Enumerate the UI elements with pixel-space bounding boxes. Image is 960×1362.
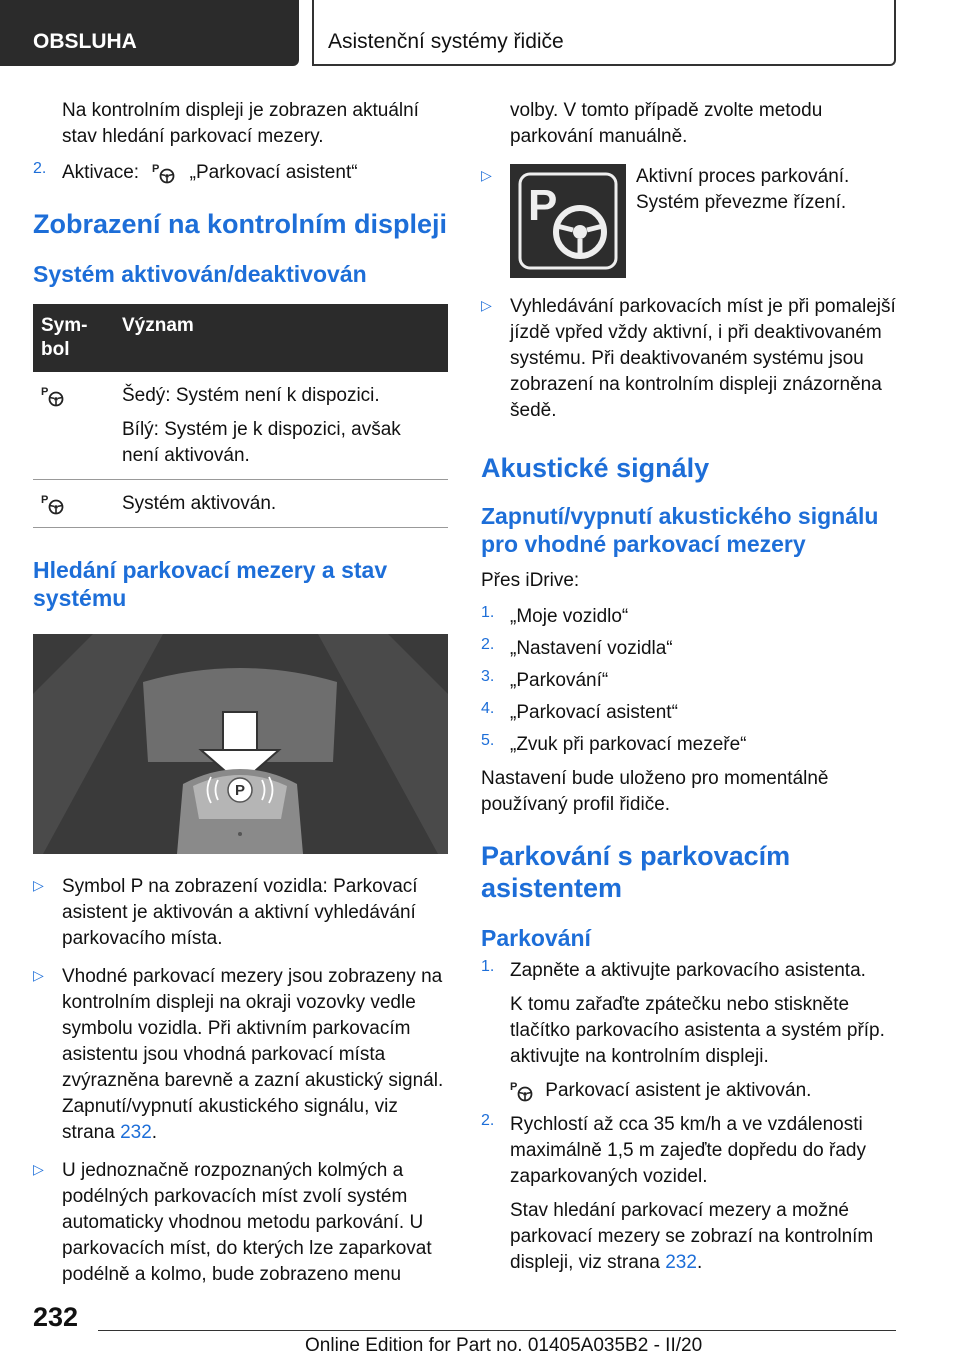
meaning-grey: Šedý: Systém není k dispozici. (122, 385, 380, 406)
saved-profile-text: Nastavení bude uloženo pro momentálně používaný profil řidiče. (481, 768, 829, 815)
list-item (33, 874, 448, 952)
chapter-header (312, 0, 896, 66)
parking-assistant-active-icon (41, 493, 65, 515)
chapter-title: Asistenční systémy řidiče (328, 30, 564, 53)
list-item: 3. „Parkování“ (481, 668, 896, 694)
tile-p-text: P (528, 181, 558, 230)
parking-assistant-icon (152, 162, 176, 184)
parking-assistant-active-icon (510, 1080, 534, 1102)
page-link[interactable]: 232 (665, 1252, 697, 1273)
table-row (33, 480, 448, 528)
list-item (481, 294, 896, 424)
heading-acoustic: Akustické signály (481, 453, 710, 483)
menu-item-parking: „Parkování“ (510, 670, 609, 691)
menu-item-vehicle-settings: „Nastavení vozidla“ (510, 638, 673, 659)
intro-text: Na kontrolním displeji je zobrazen aktuální stav hledání parkovací mezery. (62, 100, 419, 147)
menu-item-sound: „Zvuk při parkovací mezeře“ (510, 734, 747, 755)
table-row (33, 372, 448, 480)
page-link[interactable]: 232 (120, 1122, 152, 1143)
left-column (33, 98, 448, 1288)
bullet-active-parking: Aktivní proces parkování. Systém převezme řízení. (636, 166, 850, 213)
triangle-right-icon: ▷ (33, 877, 44, 893)
table-col-meaning: Význam (114, 304, 448, 372)
step-activation (33, 160, 448, 186)
footer-edition: Online Edition for Part no. 01405A035B2 - II/20 (305, 1335, 703, 1356)
right-column (481, 98, 896, 1276)
triangle-right-icon: ▷ (33, 967, 44, 983)
list-item: 2. Rychlostí až cca 35 km/h a ve vzdálenosti maximálně 1,5 m zajeďte dopředu do řady zaparkovaných vozidel. Stav hledání parkovací mezery a možné parkovací mezery se zobrazí na kontrolním displeji, viz strana 232. (481, 1112, 896, 1276)
bullet-method: U jednoznačně rozpoznaných kolmých a podélných parkovacích míst zvolí systém automaticky vhodnou metodu parkování. U parkovacích míst, do kterých lze zaparkovat podélně a kolmo, bude zobrazeno menu (62, 1160, 432, 1285)
triangle-right-icon: ▷ (481, 297, 492, 313)
step-activate: Zapněte a aktivujte parkovacího asistenta. (510, 960, 866, 981)
heading-toggle-sound: Zapnutí/vypnutí akustického signálu pro vhodné parkovací mezery (481, 503, 879, 557)
triangle-right-icon: ▷ (33, 1161, 44, 1177)
bullet-search-active: Vyhledávání parkovacích míst je při pomalejší jízdě vpřed vždy aktivní, i při deaktivovaném systému. Při deaktivovaném systému jsou zobrazení na kontrolním displeji znázorněna šedě. (510, 296, 896, 421)
step-activate-detail: K tomu zařaďte zpátečku nebo stiskněte tlačítko parkovacího asistenta a systém příp. aktivujte na kontrolním displeji. (510, 994, 885, 1067)
heading-status: Systém aktivován/deaktivován (33, 261, 367, 287)
parking-assistant-icon (41, 385, 65, 407)
step-drive-detail: Stav hledání parkovací mezery a možné parkovací mezery se zobrazí na kontrolním displeji, viz strana (510, 1200, 874, 1273)
page-number: 232 (33, 1302, 79, 1332)
meaning-active: Systém aktivován. (122, 493, 277, 514)
activation-value: „Parkovací asistent“ (189, 162, 358, 183)
menu-item-my-vehicle: „Moje vozidlo“ (510, 606, 629, 627)
list-item: ▷ Vhodné parkovací mezery jsou zobrazeny na kontrolním displeji na okraji vozovky vedle symbolu vozidla. Při aktivním parkovacím asistentu jsou vhodná parkovací místa zvýrazněna barevně a zazní akustický signál. Zapnutí/vypnutí akustického signálu, viz strana 232. (33, 964, 448, 1146)
menu-path-list (481, 604, 896, 758)
list-item: 4. „Parkovací asistent“ (481, 700, 896, 726)
list-item (481, 164, 896, 278)
bullet-symbol-p: Symbol P na zobrazení vozidla: Parkovací asistent je aktivován a aktivní vyhledávání parkovacího místa. (62, 876, 418, 949)
table-col-symbol: Sym-bol (33, 304, 114, 372)
via-idrive: Přes iDrive: (481, 570, 580, 591)
section-tab (0, 0, 299, 66)
menu-item-parking-assistant: „Parkovací asistent“ (510, 702, 678, 723)
continuation-text: volby. V tomto případě zvolte metodu parkování manuálně. (510, 100, 823, 147)
footer-divider (98, 1330, 896, 1331)
parking-active-icon (510, 164, 626, 278)
list-item: 2. „Nastavení vozidla“ (481, 636, 896, 662)
car-overhead-image (33, 634, 448, 854)
parking-display-illustration (33, 634, 448, 854)
assistant-activated-text: Parkovací asistent je aktivován. (545, 1080, 812, 1101)
list-item: 1. Zapněte a aktivujte parkovacího asistenta. K tomu zařaďte zpátečku nebo stiskněte tlačítko parkovacího asistenta a systém příp. aktivujte na kontrolním displeji. Parkovací asistent je aktivován. (481, 958, 896, 1104)
bullet-suitable-spaces: Vhodné parkovací mezery jsou zobrazeny na kontrolním displeji na okraji vozovky vedle symbolu vozidla. Při aktivním parkovacím asistentu jsou vhodná parkovací místa zvýrazněna barevně a zazní akustický signál. Zapnutí/vypnutí akustického signálu, viz strana (62, 966, 444, 1143)
heading-search: Hledání parkovací mezery a stav systému (33, 557, 388, 611)
list-item: 5. „Zvuk při parkovací mezeře“ (481, 732, 896, 758)
section-title: OBSLUHA (33, 30, 137, 53)
heading-parking-assistant: Parkování s parkovacím asistentem (481, 841, 791, 903)
p-symbol-text: P (234, 782, 246, 799)
activation-label: Aktivace: (62, 162, 140, 183)
heading-parking: Parkování (481, 925, 591, 951)
step-drive: Rychlostí až cca 35 km/h a ve vzdálenosti maximálně 1,5 m zajeďte dopředu do řady zaparkovaných vozidel. (510, 1114, 866, 1187)
table-header-row (33, 304, 448, 372)
list-item: 1. „Moje vozidlo“ (481, 604, 896, 630)
meaning-white: Bílý: Systém je k dispozici, avšak není aktivován. (122, 419, 401, 466)
symbol-table (33, 304, 448, 528)
step-number: 2. (33, 160, 47, 177)
heading-display: Zobrazení na kontrolním displeji (33, 209, 448, 239)
list-item (33, 1158, 448, 1288)
triangle-right-icon: ▷ (481, 167, 492, 183)
